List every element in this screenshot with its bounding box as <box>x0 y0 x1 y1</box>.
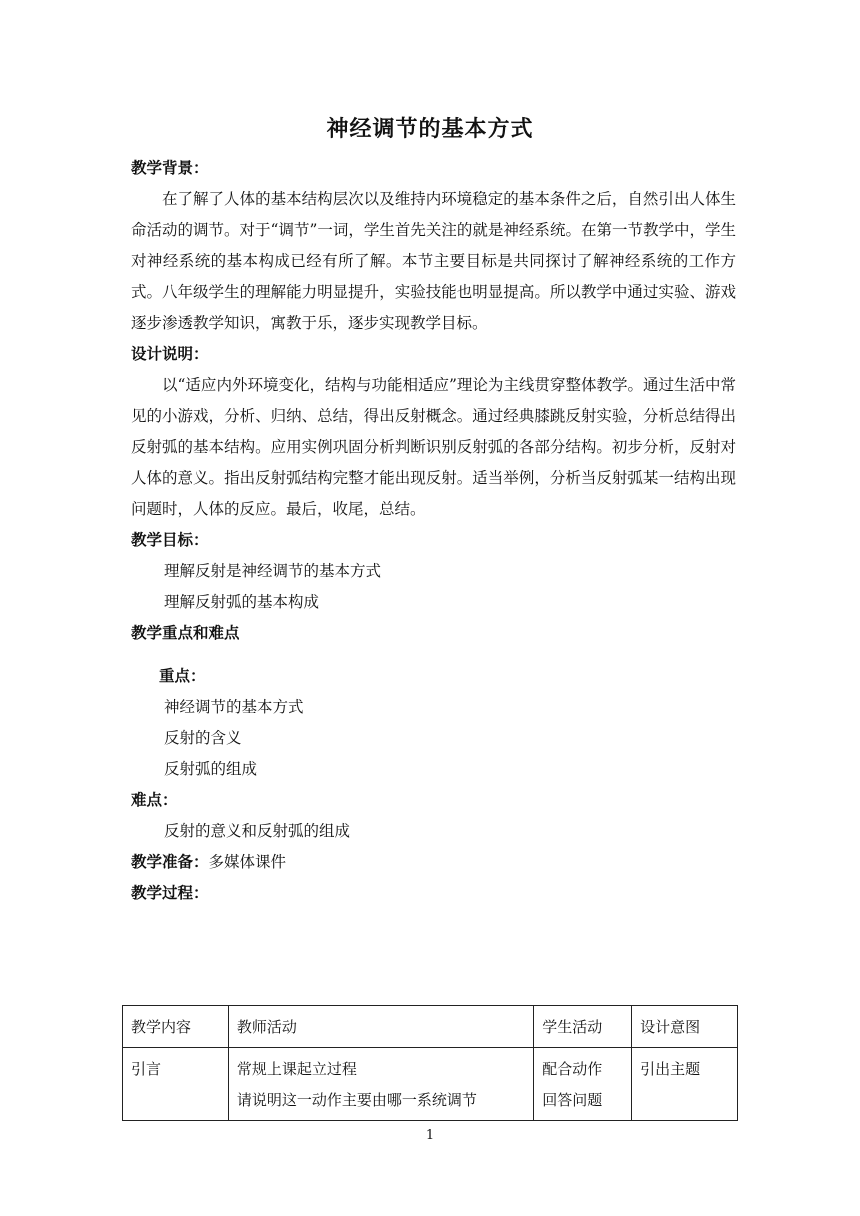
table-header-cell: 学生活动 <box>534 1006 632 1048</box>
table-cell-intent: 引出主题 <box>632 1048 738 1121</box>
goals-heading: 教学目标： <box>131 531 209 549</box>
prep-text: 多媒体课件 <box>208 853 287 871</box>
teacher-activity-line: 常规上课起立过程 <box>236 1060 357 1078</box>
table-header-cell: 设计意图 <box>632 1006 738 1048</box>
table-header-cell: 教师活动 <box>228 1006 533 1048</box>
background-line: 探讨了解神经系统的工作方式。八年级学生的理解能力明显提升，实验技能也明 <box>131 252 736 301</box>
prep-heading: 教学准备： <box>131 853 209 871</box>
background-line: 显提高。所以教学中通过实验、游戏逐步渗透教学知识，寓教于乐，逐步实现教 <box>131 283 736 332</box>
process-heading: 教学过程： <box>131 884 209 902</box>
background-line: 出人体生命活动的调节。对于“调节”一词，学生首先关注的就是神经系统。在 <box>131 190 736 239</box>
background-line: 在了解了人体的基本结构层次以及维持内环境稳定的基本条件之后，自然引 <box>162 190 674 208</box>
table-header-cell: 教学内容 <box>123 1006 229 1048</box>
background-paragraph <box>131 184 736 339</box>
process-table <box>122 1005 738 1121</box>
prep-line <box>131 847 736 878</box>
student-activity-line: 配合动作 <box>542 1060 603 1078</box>
design-line: 部分结构。初步分析，反射对人体的意义。指出反射弧结构完整才能出现反射。 <box>131 438 736 487</box>
table-cell-content: 引言 <box>123 1048 229 1121</box>
focus-item: 神经调节的基本方式 <box>164 698 304 716</box>
design-heading: 设计说明： <box>131 345 209 363</box>
student-activity-line: 回答问题 <box>542 1091 603 1109</box>
document-body <box>131 153 736 909</box>
table-cell-student <box>534 1048 632 1121</box>
design-line: 过生活中常见的小游戏，分析、归纳、总结，得出反射概念。通过经典膝跳反射 <box>131 376 736 425</box>
design-line: 实验，分析总结得出反射弧的基本结构。应用实例巩固分析判断识别反射弧的各 <box>131 407 736 456</box>
table-cell-teacher <box>228 1048 533 1121</box>
background-line: 第一节教学中，学生对神经系统的基本构成已经有所了解。本节主要目标是共同 <box>131 221 736 270</box>
table-row <box>123 1048 738 1121</box>
design-paragraph <box>131 370 736 525</box>
focus-item: 反射的含义 <box>164 729 242 747</box>
difficulty-item: 反射的意义和反射弧的组成 <box>164 822 351 840</box>
background-line: 学目标。 <box>425 314 488 332</box>
background-heading: 教学背景： <box>131 159 209 177</box>
goal-item: 理解反射是神经调节的基本方式 <box>164 562 382 580</box>
page-title: 神经调节的基本方式 <box>326 117 534 142</box>
table-header-row <box>123 1006 738 1048</box>
focus-item: 反射弧的组成 <box>164 760 258 778</box>
teacher-activity-line: 请说明这一动作主要由哪一系统调节 <box>236 1091 477 1109</box>
goal-item: 理解反射弧的基本构成 <box>164 593 320 611</box>
keypoints-heading: 教学重点和难点 <box>131 624 240 642</box>
difficulty-heading: 难点： <box>131 791 178 809</box>
design-line: 以“适应内外环境变化，结构与功能相适应”理论为主线贯穿整体教学。通 <box>162 376 659 394</box>
design-line: 适当举例，分析当反射弧某一结构出现问题时，人体的反应。最后，收尾，总结。 <box>131 469 736 518</box>
page-number: 1 <box>425 1128 435 1143</box>
focus-heading: 重点： <box>159 667 206 685</box>
